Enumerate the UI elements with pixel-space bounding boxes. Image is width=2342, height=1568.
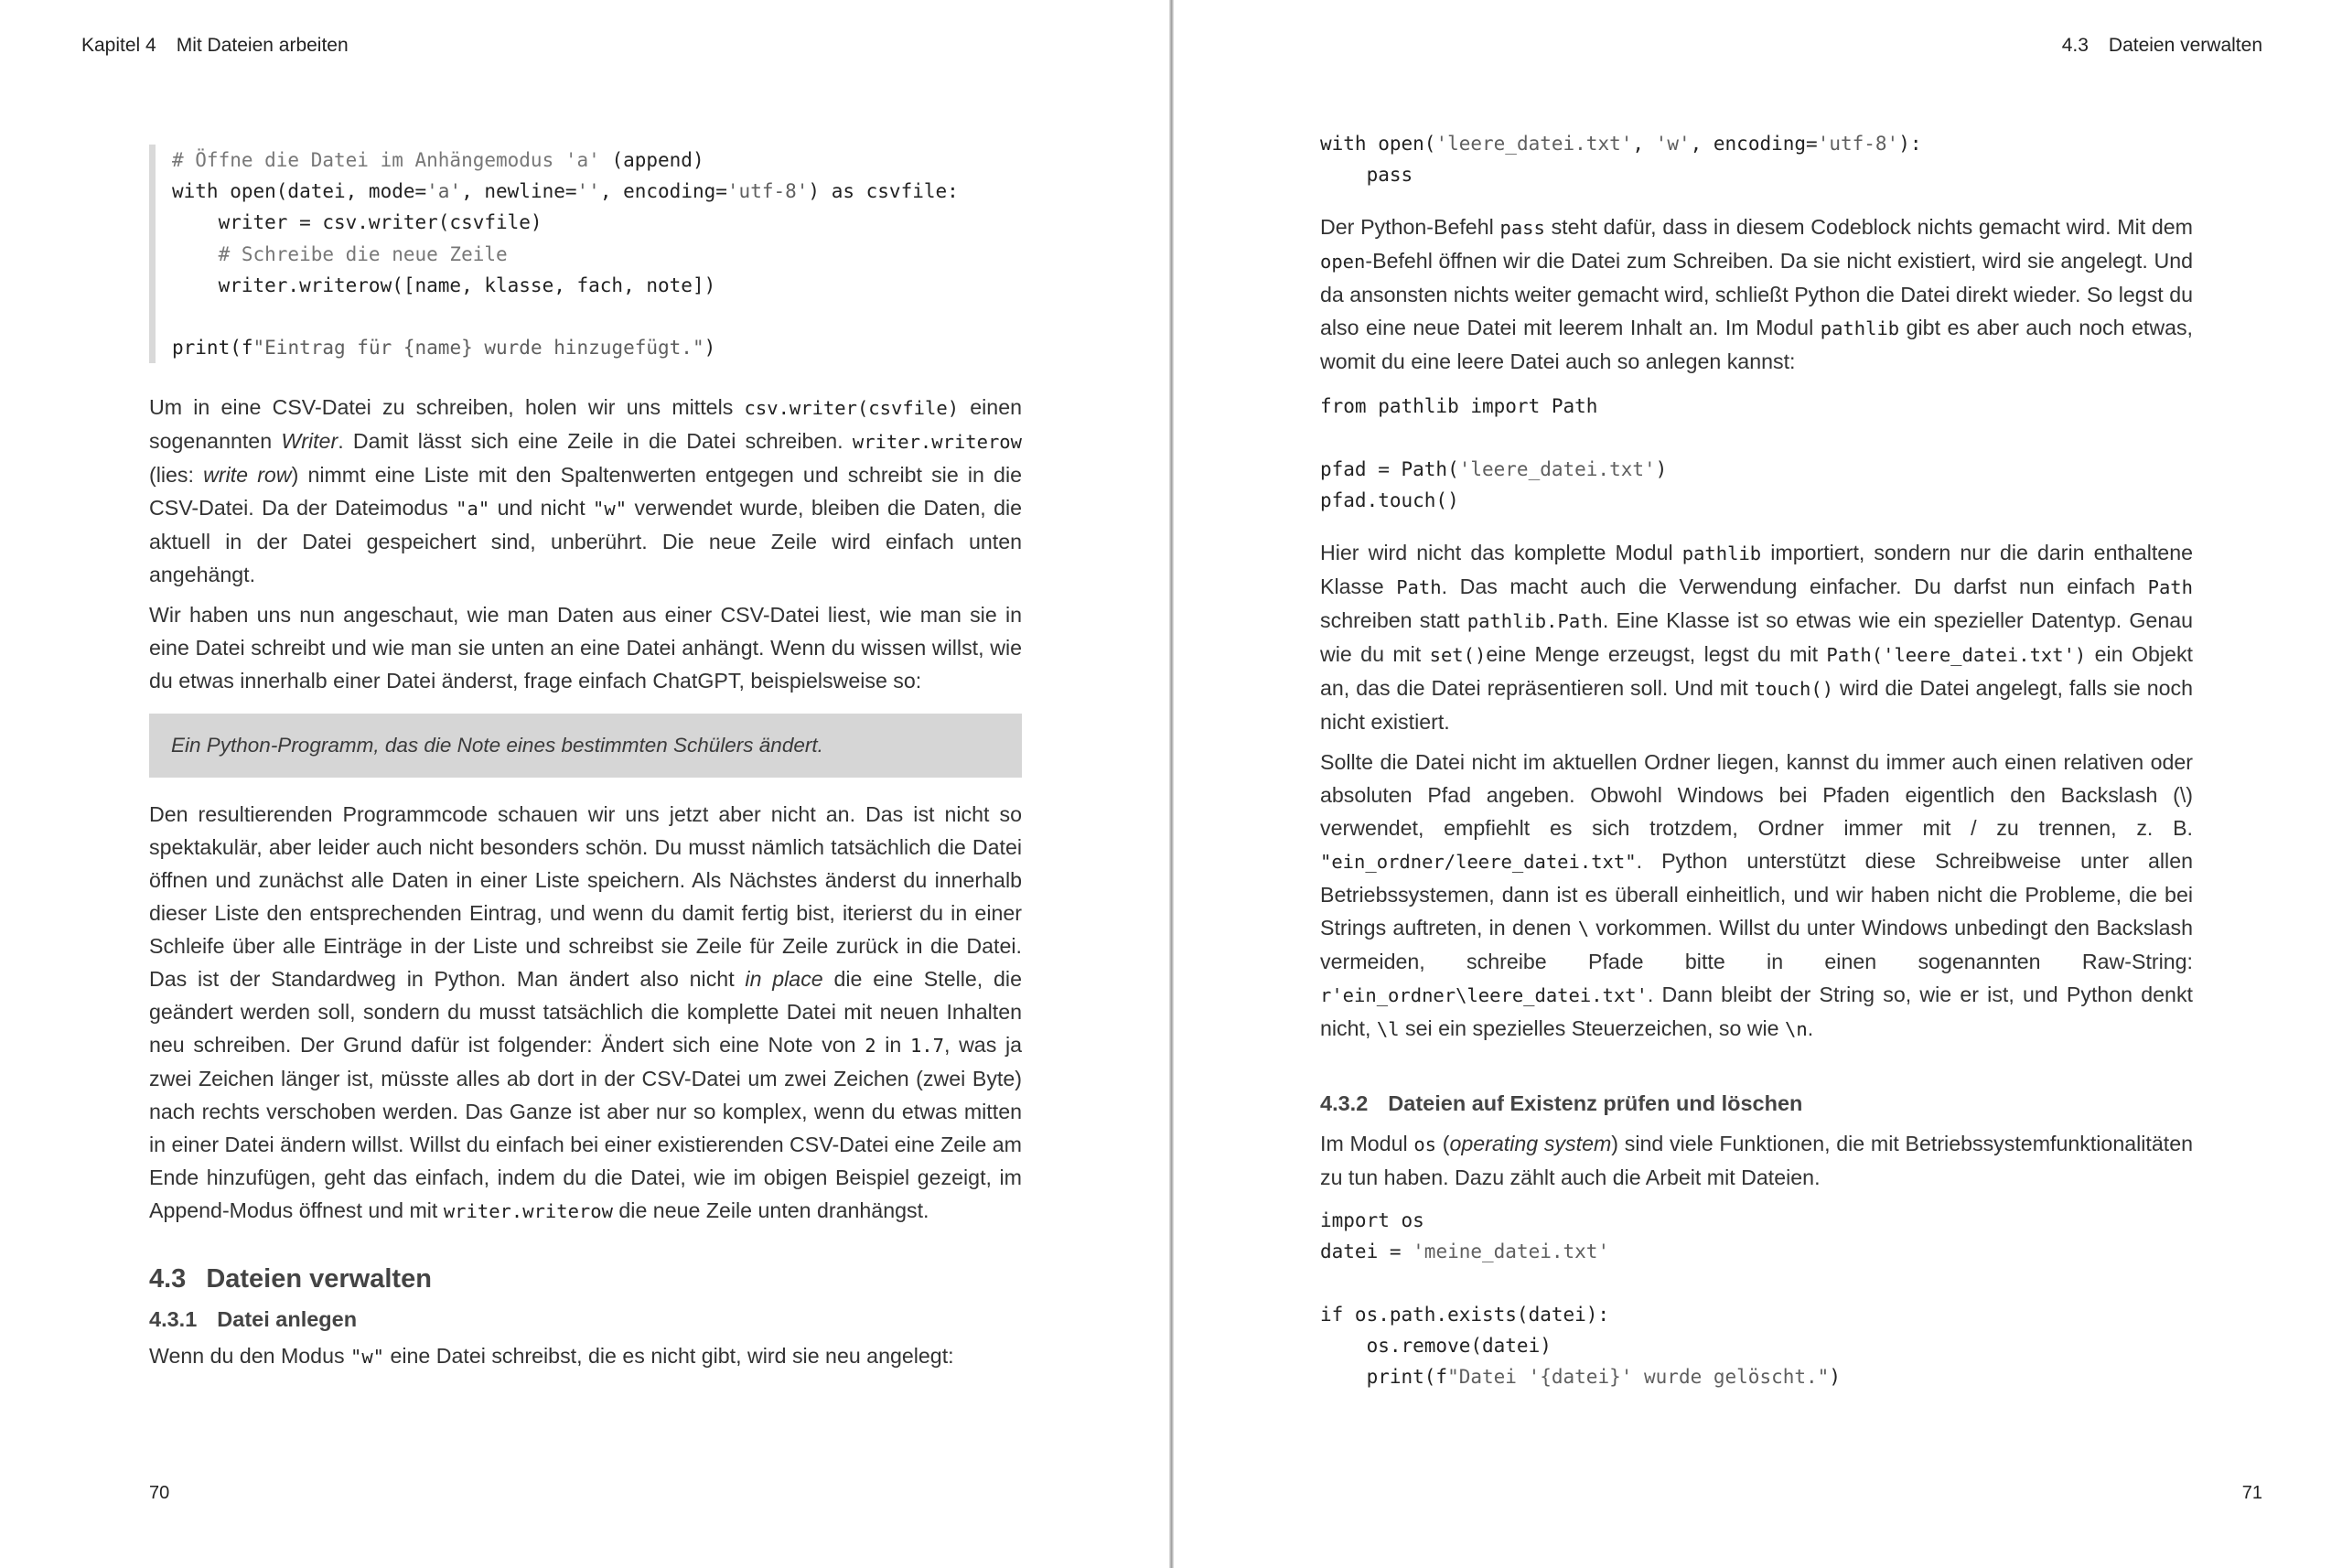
left-page [0, 0, 1169, 1568]
paragraph-relative-path: Sollte die Datei nicht im aktuellen Ordner liegen, kannst du immer auch einen relativen oder absoluten Pfad angeben. Obwohl Windows bei Pfaden eigentlich den Backslash (\) verwendet, empfiehlt es sich trotzdem, Ordner immer mit / zu trennen, z. B. "ein_ordner/leere_datei.txt". Python unterstützt diese Schreibweise unter allen Betriebssystemen, dann ist es überall einheitlich, und wir haben nicht die Probleme, die bei Strings auftreten, in denen \ vorkommen. Willst du unter Windows unbedingt den Backslash vermeiden, schreibe Pfade bitte in einen sogenannten Raw-String: r'ein_ordner\leere_datei.txt'. Dann bleibt der String so, wie er ist, und Python denkt nicht, \l sei ein spezielles Steuerzeichen, so wie \n. [1320, 750, 2193, 1041]
running-head-left [81, 35, 349, 57]
paragraph-resulting-code: Den resultierenden Programmcode schauen wir uns jetzt aber nicht an. Das ist nicht so spektakulär, aber leider auch nicht besonders schön. Du musst nämlich tatsächlich die Datei öffnen und zunächst alle Daten in einer Liste speichern. Als Nächstes änderst du innerhalb dieser Liste den entsprechenden Eintrag, und wenn du damit fertig bist, iterierst du in einer Schleife über alle Einträge in der Liste und schreibst sie Zeile für Zeile zurück in die Datei. Das ist der Standardweg in Python. Man ändert also nicht in place die eine Stelle, die geändert werden soll, sondern du musst tatsächlich die komplette Datei mit neuen Inhalten neu schreiben. Der Grund dafür ist folgender: Ändert sich eine Note von 2 in 1.7, was ja zwei Zeichen länger ist, müsste alles ab dort in der CSV-Datei um zwei Zeichen (zwei Byte) nach rechts verschoben werden. Das Ganze ist aber nur so komplex, wenn du etwas mitten in einer Datei ändern willst. Willst du einfach bei einer existierenden CSV-Datei eine Zeile am Ende hinzufügen, geht das einfach, indem du die Datei, wie im obigen Beispiel gezeigt, im Append-Modus öffnest und mit writer.writerow die neue Zeile unten dranhängst. [149, 802, 1022, 1223]
section-title: Dateien verwalten [2108, 35, 2262, 56]
subsection-heading-existenz: 4.3.2 Dateien auf Existenz prüfen und löschen [1320, 1091, 1803, 1116]
prompt-text: Ein Python-Programm, das die Note eines bestimmten Schülers ändert. [171, 734, 823, 757]
running-head-right [2062, 35, 2262, 57]
section-label: 4.3 [2061, 35, 2089, 56]
paragraph-pass: Der Python-Befehl pass steht dafür, dass in diesem Codeblock nichts gemacht wird. Mit dem open-Befehl öffnen wir die Datei zum Schreiben. Da sie nicht existiert, wird sie angelegt. Und da ansonsten nichts weiter gemacht wird, schließt Python die Datei direkt wieder. So legst du also eine neue Datei mit leerem Inhalt an. Im Modul pathlib gibt es aber auch noch etwas, womit du eine leere Datei auch so anlegen kannst: [1320, 215, 2193, 374]
code-listing: # Öffne die Datei im Anhängemodus 'a' (append) with open(datei, mode='a', newline='', encoding='utf-8') as csvfile: writer = csv.writer(csvfile) # Schreibe die neue Zeile writer.writerow([name, klasse, fach, note]) print(f"Eintrag für {name} wurde hinzugefügt.") [172, 149, 959, 360]
chapter-title: Mit Dateien arbeiten [176, 35, 349, 56]
left-column [149, 145, 1022, 1380]
paragraph-os-module: Im Modul os (operating system) sind viele Funktionen, die mit Betriebssystemfunktionalitäten zu tun haben. Dazu zählt auch die Arbeit mit Dateien. [1320, 1132, 2193, 1190]
paragraph-csv-writer: Um in eine CSV-Datei zu schreiben, holen wir uns mittels csv.writer(csvfile) einen sogenannten Writer. Damit lässt sich eine Zeile in die Datei schreiben. writer.writerow (lies: write row) nimmt eine Liste mit den Spaltenwerten entgegen und schreibt sie in die CSV-Datei. Da der Dateimodus "a" und nicht "w" verwendet wurde, bleiben die Daten, die aktuell in der Datei gespeichert sind, unberührt. Die neue Zeile wird einfach unten angehängt. [149, 395, 1023, 587]
paragraph-chatgpt: Wir haben uns nun angeschaut, wie man Daten aus einer CSV-Datei liest, wie man sie in eine Datei schreibt und wie man sie unten an eine Datei anhängt. Wenn du wissen willst, wie du etwas innerhalb einer Datei änderst, frage einfach ChatGPT, beispielsweise so: [149, 603, 1022, 693]
right-page [1174, 0, 2342, 1568]
code-listing-pathlib: from pathlib import Path pfad = Path('leere_datei.txt') pfad.touch() [1320, 395, 1668, 512]
subsection-heading-datei-anlegen: 4.3.1 Datei anlegen [149, 1307, 358, 1332]
chatgpt-prompt-box [149, 714, 1022, 778]
code-listing-open-w: with open('leere_datei.txt', 'w', encoding='utf-8'): pass [1320, 133, 1922, 187]
page-number-right: 71 [2241, 1483, 2262, 1503]
paragraph-path-class: Hier wird nicht das komplette Modul pathlib importiert, sondern nur die darin enthaltene Klasse Path. Das macht auch die Verwendung einfacher. Du darfst nun einfach Path schreiben statt pathlib.Path. Eine Klasse ist so etwas wie ein spezieller Datentyp. Genau wie du mit set()eine Menge erzeugst, legst du mit Path('leere_datei.txt') ein Objekt an, das die Datei repräsentieren soll. Und mit touch() wird die Datei angelegt, falls sie noch nicht existiert. [1320, 541, 2194, 735]
paragraph-modus-w: Wenn du den Modus "w" eine Datei schreibst, die es nicht gibt, wird sie neu angelegt: [149, 1344, 954, 1369]
section-heading: 4.3 Dateien verwalten [149, 1264, 432, 1294]
chapter-label: Kapitel 4 [81, 35, 156, 56]
right-column [1320, 128, 2193, 1392]
page-number-left: 70 [149, 1483, 170, 1503]
code-listing-os-remove: import os datei = 'meine_datei.txt' if os.path.exists(datei): os.remove(datei) print(f"Datei '{datei}' wurde gelöscht.") [1320, 1209, 1841, 1389]
code-block-append [149, 145, 1022, 363]
